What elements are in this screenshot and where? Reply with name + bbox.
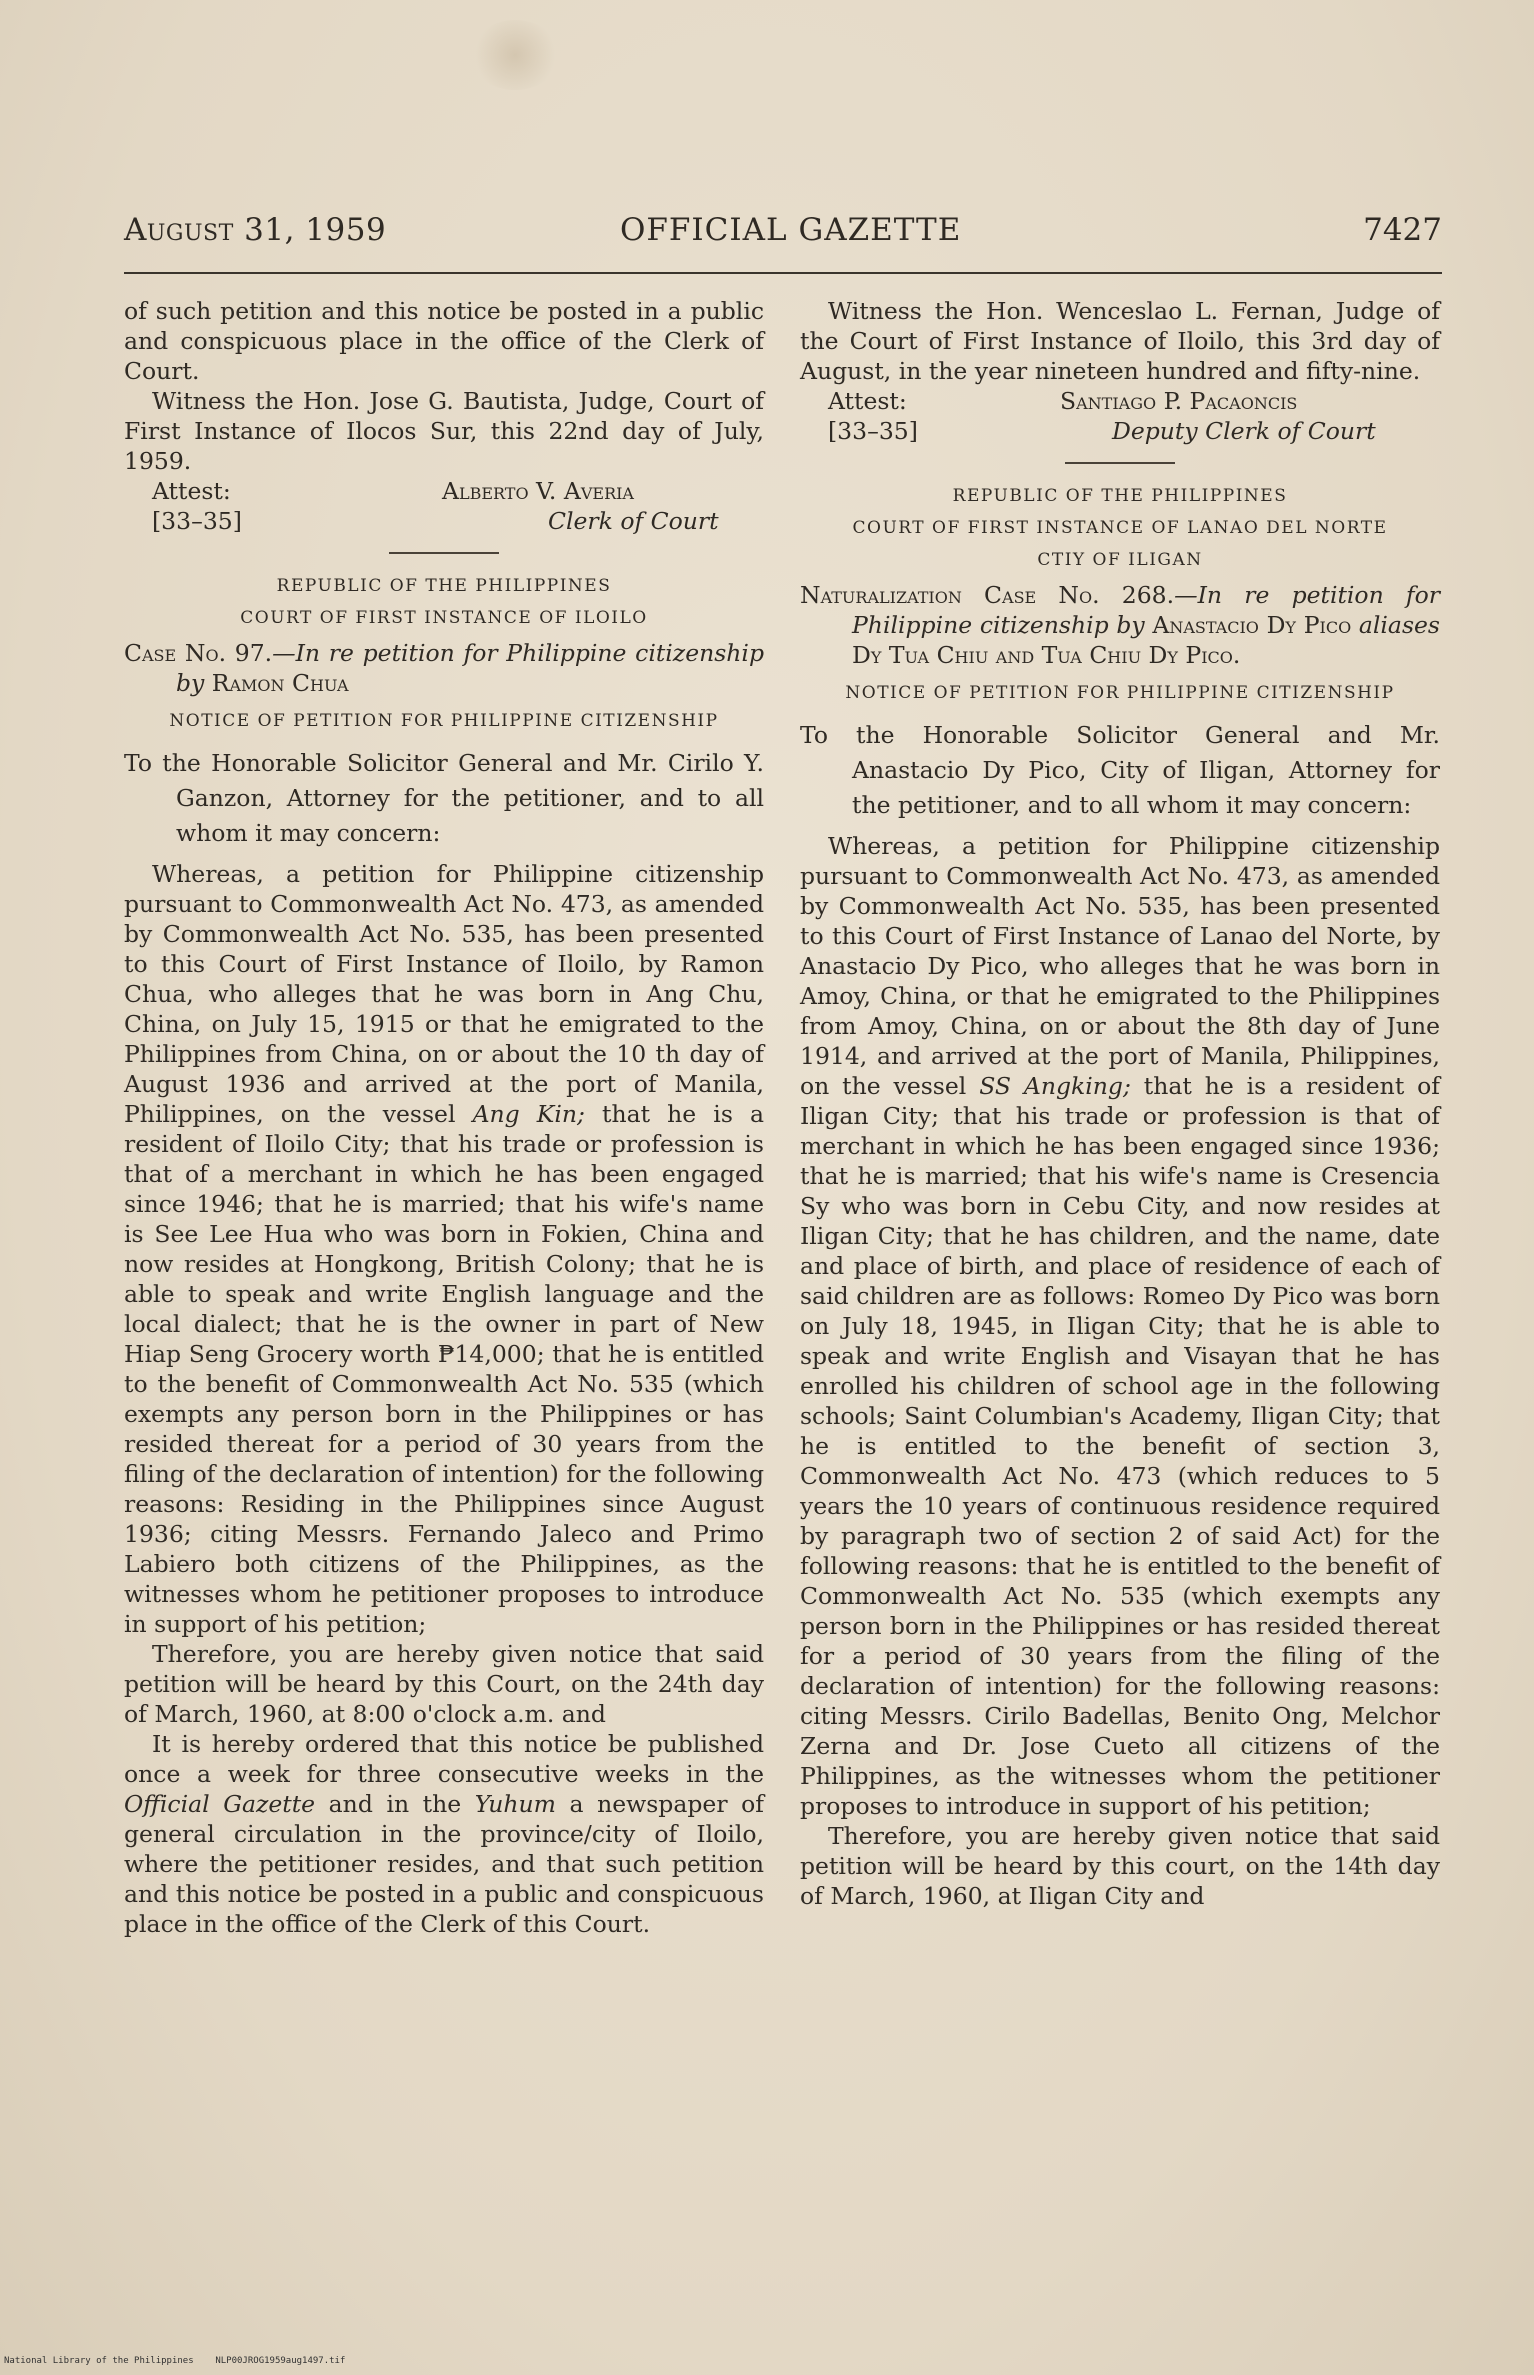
- left-whereas-part-1: Whereas, a petition for Philippine citizenship pursuant to Commonwealth Act No. 473, as amended by Commonwealth Act No. 535, has been presented to this Court of First Instance of Iloilo, by Ramon Chua, who alleges that he was born in Ang Chu, China, on July 15, 1915 or that he emigrated to the Philippines from China, on or about the 10 th day of August 1936 and arrived at the port of Manila, Philippines, on the vessel: [124, 860, 764, 1128]
- left-address: To the Honorable Solicitor General and Mr. Cirilo Y. Ganzon, Attorney for the petitioner, and to all whom it may concern:: [124, 749, 764, 847]
- left-vessel-name: Ang Kin;: [472, 1100, 585, 1128]
- left-case-name: Ramon Chua: [211, 669, 349, 697]
- right-attest-name: Santiago P. Pacaoncis: [1060, 387, 1298, 415]
- left-case-text: —In re petition for Philippine citizenship by: [176, 639, 764, 697]
- right-case-text: —In re petition for Philippine citizenship by: [852, 581, 1440, 639]
- left-attest-row-2: [124, 506, 764, 536]
- left-attest-title: Clerk of Court: [548, 507, 719, 535]
- left-ordered-paragraph: [124, 1729, 764, 1939]
- left-attest-label: Attest:: [152, 477, 231, 505]
- left-ordered-part-2: and in the: [315, 1790, 475, 1818]
- left-column: [124, 296, 764, 1939]
- right-whereas-paragraph: [800, 831, 1440, 1821]
- left-intro-paragraph: of such petition and this notice be posted in a public and conspicuous place in the office of the Clerk of Court.: [124, 297, 764, 385]
- right-attest-label: Attest:: [828, 387, 907, 415]
- footer-file: NLP00JROG1959aug1497.tif: [215, 2356, 346, 2366]
- right-case-aliases: aliases: [1358, 611, 1440, 639]
- left-ordered-part-3: a newspaper of general circulation in the province/city of Iloilo, where the petitioner resides, and that such petition and this notice be posted in a public and conspicuous place in the office of the Clerk of this Court.: [124, 1790, 764, 1938]
- left-notice-heading: NOTICE OF PETITION FOR PHILIPPINE CITIZENSHIP: [169, 711, 719, 731]
- right-case-name: Anastacio Dy Pico: [1152, 611, 1352, 639]
- right-witness-paragraph: Witness the Hon. Wenceslao L. Fernan, Judge of the Court of First Instance of Iloilo, this 3rd day of August, in the year nineteen hundred and fifty-nine.: [800, 297, 1440, 385]
- right-address: To the Honorable Solicitor General and Mr. Anastacio Dy Pico, City of Iligan, Attorney for the petitioner, and to all whom it may concern:: [800, 721, 1440, 819]
- right-vessel-name: SS Angking;: [979, 1072, 1131, 1100]
- header-title: OFFICIAL GAZETTE: [620, 212, 962, 248]
- left-section-divider: [389, 552, 499, 554]
- left-case-title: [124, 638, 764, 698]
- right-attest-ref: [33–35]: [828, 417, 918, 445]
- left-witness-paragraph: Witness the Hon. Jose G. Bautista, Judge, Court of First Instance of Ilocos Sur, this 22nd day of July, 1959.: [124, 387, 764, 475]
- right-therefore-paragraph: Therefore, you are hereby given notice that said petition will be heard by this court, on the 14th day of March, 1960, at Iligan City and: [800, 1822, 1440, 1910]
- left-ordered-part-1: It is hereby ordered that this notice be published once a week for three consecutive weeks in the: [124, 1730, 764, 1788]
- left-whereas-paragraph: [124, 859, 764, 1639]
- right-case-alias-names: Dy Tua Chiu and Tua Chiu Dy Pico.: [852, 641, 1241, 669]
- left-attest-row: [124, 476, 764, 506]
- left-gazette-name: Official Gazette: [124, 1790, 316, 1818]
- right-republic-heading: REPUBLIC OF THE PHILIPPINES: [952, 486, 1288, 506]
- left-whereas-part-2: that he is a resident of Iloilo City; that his trade or profession is that of a merchant in which he has been engaged since 1946; that he is married; that his wife's name is See Lee Hua who was born in Fokien, China and now resides at Hongkong, British Colony; that he is able to speak and write English language and the local dialect; that he is the owner in part of New Hiap Seng Grocery worth ₱14,000; that he is entitled to the benefit of Commonwealth Act No. 535 (which exempts any person born in the Philippines or has resided thereat for a period of 30 years from the filing of the declaration of intention) for the following reasons: Residing in the Philippines since August 1936; citing Messrs. Fernando Jaleco and Primo Labiero both citizens of the Philippines, as the witnesses whom he petitioner proposes to introduce in support of his petition;: [124, 1100, 764, 1638]
- paper-stain: [470, 20, 560, 90]
- right-notice-heading: NOTICE OF PETITION FOR PHILIPPINE CITIZENSHIP: [845, 683, 1395, 703]
- header-date: August 31, 1959: [124, 212, 387, 248]
- right-whereas-part-2: that he is a resident of Iligan City; that his trade or profession is that of merchant in which he has been engaged since 1936; that he is married; that his wife's name is Cresencia Sy who was born in Cebu City, and now resides at Iligan City; that he has children, and the name, date and place of birth, and place of residence of each of said children are as follows: Romeo Dy Pico was born on July 18, 1945, in Iligan City; that he is able to speak and write English and Visayan that he has enrolled his children of school age in the following schools; Saint Columbian's Academy, Iligan City; that he is entitled to the benefit of section 3, Commonwealth Act No. 473 (which reduces to 5 years the 10 years of continuous residence required by paragraph two of section 2 of said Act) for the following reasons: that he is entitled to the benefit of Commonwealth Act No. 535 (which exempts any person born in the Philippines or has resided thereat for a period of 30 years from the filing of the declaration of intention) for the following reasons: citing Messrs. Cirilo Badellas, Benito Ong, Melchor Zerna and Dr. Jose Cueto all citizens of the Philippines, as the witnesses whom the petitioner proposes to introduce in support of his petition;: [800, 1072, 1440, 1820]
- right-attest-row: [800, 386, 1440, 416]
- right-section-divider: [1065, 462, 1175, 464]
- left-newspaper-name: Yuhum: [474, 1790, 556, 1818]
- right-column: [800, 296, 1440, 1911]
- left-therefore-paragraph: Therefore, you are hereby given notice that said petition will be heard by this Court, on the 24th day of March, 1960, at 8:00 o'clock a.m. and: [124, 1640, 764, 1728]
- left-court-heading: COURT OF FIRST INSTANCE OF ILOILO: [240, 608, 648, 628]
- header-page-number: 7427: [1363, 212, 1442, 248]
- left-attest-ref: [33–35]: [152, 507, 242, 535]
- scan-footer: [4, 2356, 345, 2366]
- footer-library: National Library of the Philippines: [4, 2356, 194, 2366]
- right-attest-row-2: [800, 416, 1440, 446]
- left-attest-name: Alberto V. Averia: [442, 477, 634, 505]
- header-rule: [124, 272, 1442, 274]
- right-whereas-part-1: Whereas, a petition for Philippine citizenship pursuant to Commonwealth Act No. 473, as amended by Commonwealth Act No. 535, has been presented to this Court of First Instance of Lanao del Norte, by Anastacio Dy Pico, who alleges that he was born in Amoy, China, or that he emigrated to the Philippines from Amoy, China, on or about the 8th day of June 1914, and arrived at the port of Manila, Philippines, on the vessel: [800, 832, 1440, 1100]
- right-case-label: Naturalization Case No. 268.: [800, 581, 1175, 609]
- left-republic-heading: REPUBLIC OF THE PHILIPPINES: [276, 576, 612, 596]
- right-city-heading: CTIY OF ILIGAN: [1037, 550, 1203, 570]
- right-case-title: [800, 580, 1440, 670]
- left-case-label: Case No. 97.: [124, 639, 273, 667]
- right-court-heading: COURT OF FIRST INSTANCE OF LANAO DEL NORTE: [852, 518, 1388, 538]
- right-attest-title: Deputy Clerk of Court: [1112, 417, 1376, 445]
- page-header: [124, 212, 1442, 264]
